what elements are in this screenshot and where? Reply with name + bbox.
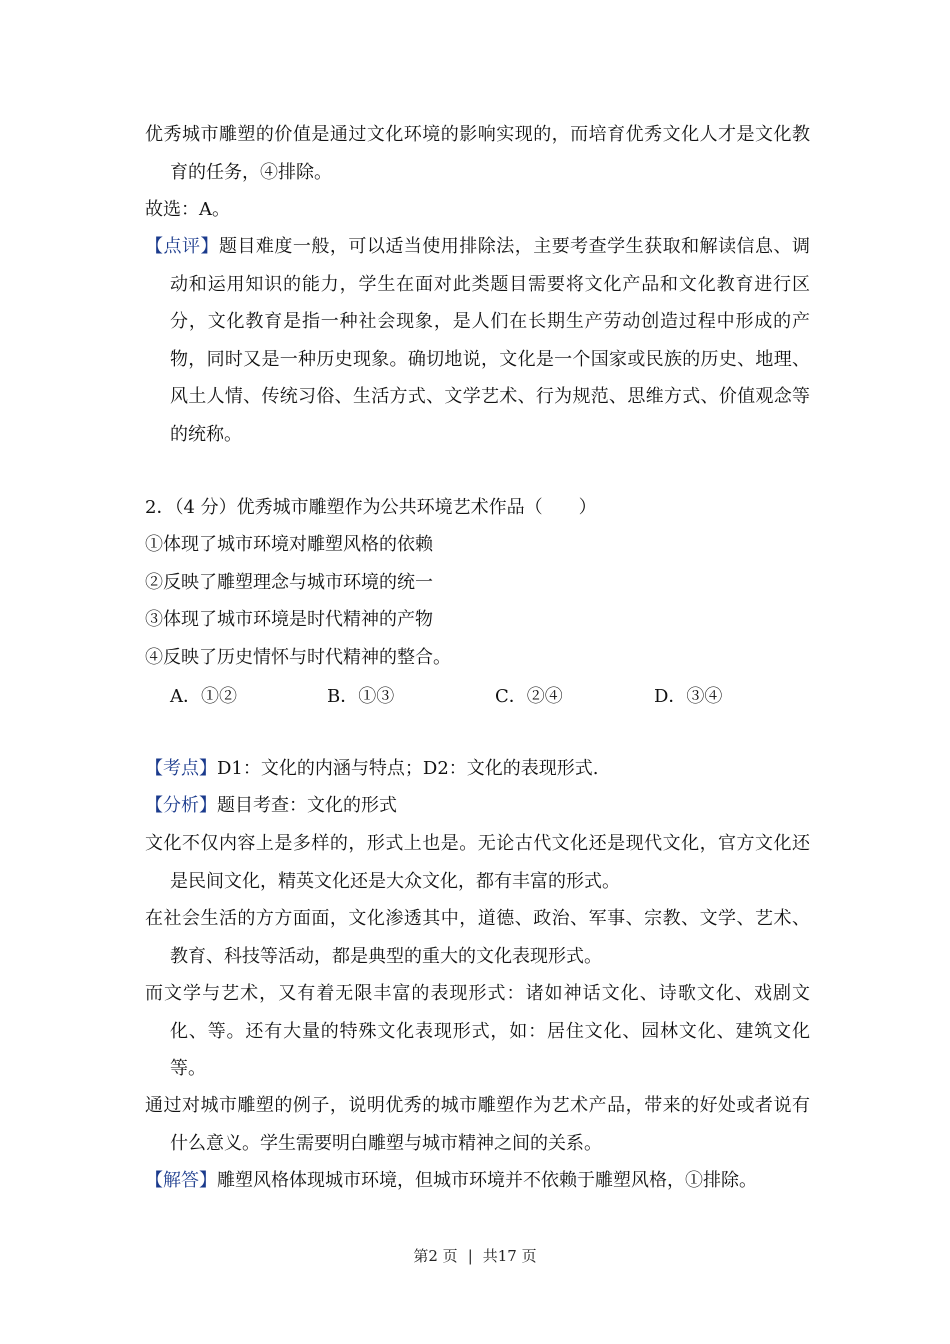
option-c: C．②④ xyxy=(495,686,563,707)
statement-2: ②反映了雕塑理念与城市环境的统一 xyxy=(145,572,433,593)
analysis-line-2: 在社会生活的方方面面，文化渗透其中，道德、政治、军事、宗教、文学、艺术、教育、科技等活动，都是典型的重大的文化表现形式。 xyxy=(145,908,810,967)
knowledge-point-tag: 【考点】 xyxy=(145,758,217,779)
analysis-tag: 【分析】 xyxy=(145,795,217,816)
analysis-line-3: 而文学与艺术，又有着无限丰富的表现形式：诸如神话文化、诗歌文化、戏剧文化、等。还有大量的特殊文化表现形式，如：居住文化、园林文化、建筑文化等。 xyxy=(145,983,810,1079)
knowledge-point-text: D1：文化的内涵与特点；D2：文化的表现形式. xyxy=(217,758,599,779)
option-d: D．③④ xyxy=(654,686,723,707)
page-total: 共17 页 xyxy=(482,1247,537,1265)
page-footer xyxy=(0,1246,950,1266)
analysis-paragraph xyxy=(145,787,810,825)
comment-tag: 【点评】 xyxy=(145,236,219,257)
statement-3: ③体现了城市环境是时代精神的产物 xyxy=(145,609,433,630)
comment-text: 题目难度一般，可以适当使用排除法，主要考查学生获取和解读信息、调动和运用知识的能力，学生在面对此类题目需要将文化产品和文化教育进行区分，文化教育是指一种社会现象，是人们在长期生产劳动创造过程中形成的产物，同时又是一种历史现象。确切地说，文化是一个国家或民族的历史、地理、风土人情、传统习俗、生活方式、文学艺术、行为规范、思维方式、价值观念等的统称。 xyxy=(170,236,811,445)
statement-1: ①体现了城市环境对雕塑风格的依赖 xyxy=(145,534,433,555)
question-2-stem: 2．（4 分）优秀城市雕塑作为公共环境艺术作品（ ） xyxy=(145,497,597,518)
option-a: A．①② xyxy=(170,686,237,707)
knowledge-point-paragraph xyxy=(145,750,810,788)
solution-tag: 【解答】 xyxy=(145,1170,217,1191)
solution-paragraph xyxy=(145,1162,810,1200)
comment-paragraph xyxy=(145,228,810,453)
analysis-text: 题目考查：文化的形式 xyxy=(217,795,397,816)
statement-4: ④反映了历史情怀与时代精神的整合。 xyxy=(145,647,451,668)
analysis-line-4: 通过对城市雕塑的例子，说明优秀的城市雕塑作为艺术产品，带来的好处或者说有什么意义。学生需要明白雕塑与城市精神之间的关系。 xyxy=(145,1095,810,1154)
paragraph-elimination-4: 优秀城市雕塑的价值是通过文化环境的影响实现的，而培育优秀文化人才是文化教育的任务，④排除。 xyxy=(145,124,810,183)
answer-choice-line: 故选：A。 xyxy=(145,199,230,220)
solution-text: 雕塑风格体现城市环境，但城市环境并不依赖于雕塑风格，①排除。 xyxy=(217,1170,757,1191)
page-number: 第2 页 xyxy=(413,1247,458,1265)
footer-separator: | xyxy=(467,1247,473,1265)
analysis-line-1: 文化不仅内容上是多样的，形式上也是。无论古代文化还是现代文化，官方文化还是民间文化，精英文化还是大众文化，都有丰富的形式。 xyxy=(145,833,810,892)
option-b: B．①③ xyxy=(327,686,395,707)
answer-options xyxy=(170,678,790,716)
